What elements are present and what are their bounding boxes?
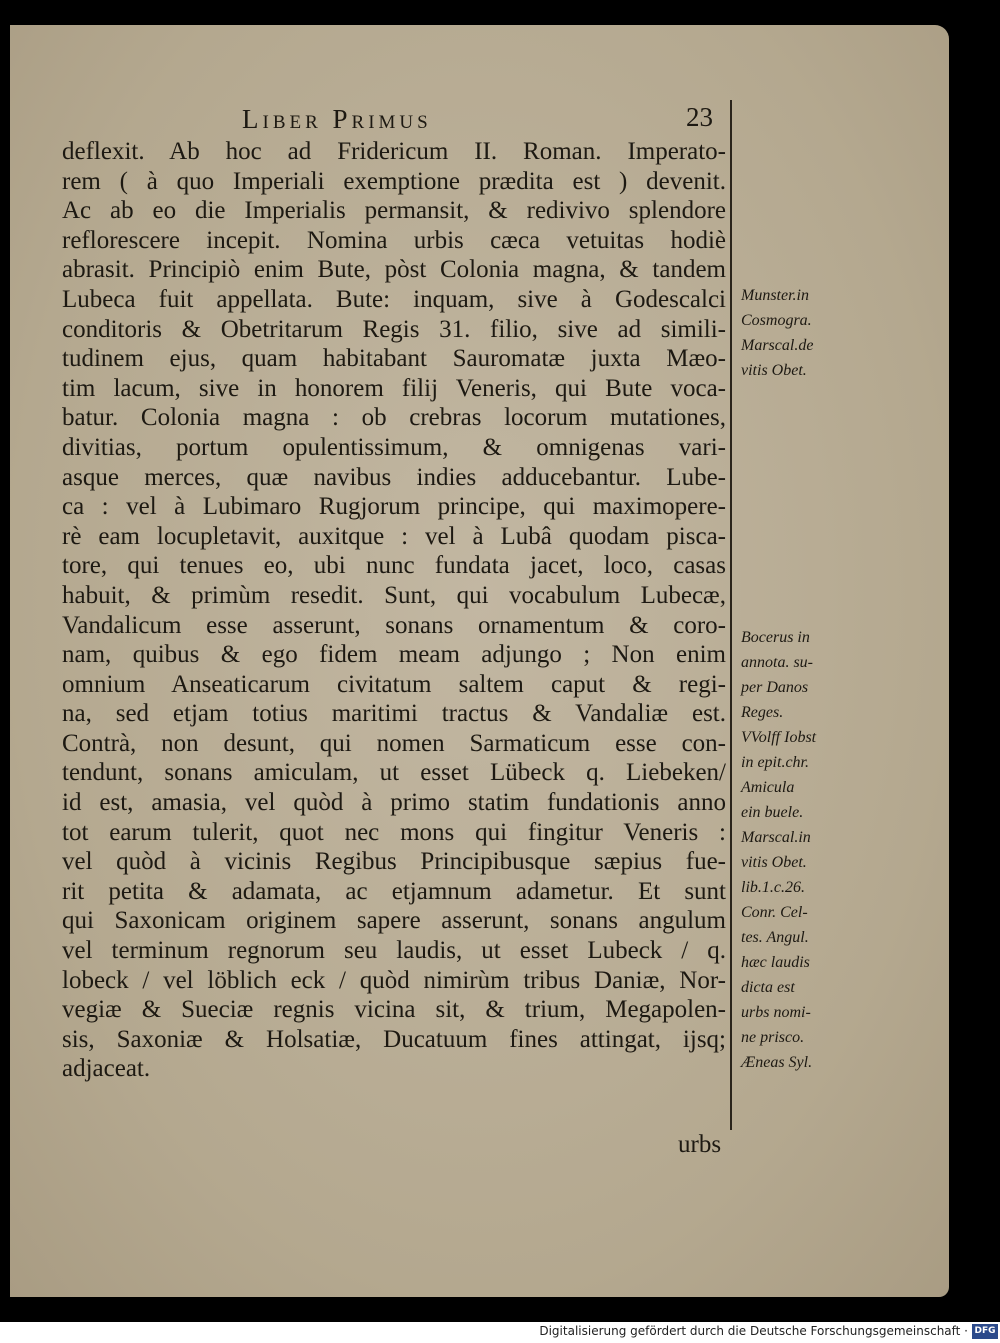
- text-line: tudinem ejus, quam habitabant Sauromatæ juxta Mæo-: [62, 345, 726, 373]
- text-line: abrasit. Principiò enim Bute, pòst Colonia magna, & tandem: [62, 256, 726, 284]
- text-line: omnium Anseaticarum civitatum saltem caput & regi-: [62, 670, 726, 698]
- marginal-note: hæc laudis: [741, 954, 810, 971]
- marginal-note: Bocerus in: [741, 629, 810, 646]
- marginal-note: per Danos: [741, 679, 809, 696]
- text-line: rem ( à quo Imperiali exemptione prædita est ) devenit.: [62, 167, 726, 195]
- marginal-notes-upper: [741, 283, 931, 383]
- marginal-note: annota. su-: [741, 654, 813, 671]
- text-line: vel quòd à vicinis Regibus Principibusque sæpius fue-: [62, 848, 726, 876]
- text-line: reflorescere incepit. Nomina urbis cæca vetuitas hodiè: [62, 226, 726, 254]
- text-line: batur. Colonia magna : ob crebras locorum mutationes,: [62, 404, 726, 432]
- marginal-note: Munster.in: [741, 287, 809, 304]
- marginal-note: Marscal.de: [741, 337, 814, 354]
- text-line: sis, Saxoniæ & Holsatiæ, Ducatuum fines attingat, ijsq;: [62, 1025, 726, 1053]
- margin-rule: [730, 100, 732, 1130]
- text-line: deflexit. Ab hoc ad Fridericum II. Roman. Imperato-: [62, 138, 726, 165]
- marginal-note: lib.1.c.26.: [741, 879, 805, 896]
- text-line: na, sed etjam totius maritimi tractus & Vandaliæ est.: [62, 700, 726, 728]
- text-line: rè eam locupletavit, auxitque : vel à Lubâ quodam pisca-: [62, 522, 726, 550]
- text-line: Contrà, non desunt, qui nomen Sarmaticum esse con-: [62, 729, 726, 757]
- text-line: divitias, portum opulentissimum, & omnigenas vari-: [62, 433, 726, 461]
- marginal-note: Amicula: [741, 779, 795, 796]
- text-line: tendunt, sonans amiculam, ut esset Lübeck q. Liebeken/: [62, 759, 726, 787]
- footer-bar: [0, 1322, 1000, 1343]
- marginal-note: ein buele.: [741, 804, 804, 821]
- text-line: tore, qui tenues eo, ubi nunc fundata jacet, loco, casas: [62, 552, 726, 580]
- running-title: Liber Primus: [242, 104, 432, 134]
- page-number: 23: [686, 102, 713, 132]
- text-line: Vandalicum esse asserunt, sonans ornamentum & coro-: [62, 611, 726, 639]
- text-line: vel terminum regnorum seu laudis, ut esset Lubeck / q.: [62, 937, 726, 965]
- text-line: tim lacum, sive in honorem filij Veneris, qui Bute voca-: [62, 374, 726, 402]
- text-line: tot earum tulerit, quot nec mons qui fingitur Veneris :: [62, 818, 726, 846]
- marginal-note: Conr. Cel-: [741, 904, 808, 921]
- funding-credit: Digitalisierung gefördert durch die Deutsche Forschungsgemeinschaft ·: [539, 1324, 968, 1338]
- text-line: habuit, & primùm resedit. Sunt, qui vocabulum Lubecæ,: [62, 581, 726, 609]
- marginal-note: Cosmogra.: [741, 312, 812, 329]
- catchword: urbs: [678, 1131, 722, 1158]
- marginal-note: tes. Angul.: [741, 929, 809, 946]
- main-text: [62, 137, 726, 1158]
- marginal-note: urbs nomi-: [741, 1004, 811, 1021]
- marginal-note: vitis Obet.: [741, 854, 807, 871]
- marginal-note: VVolff Iobst: [741, 729, 817, 746]
- marginal-notes-lower: [741, 625, 931, 1075]
- text-line: id est, amasia, vel quòd à primo statim fundationis anno: [62, 789, 726, 817]
- marginal-note: in epit.chr.: [741, 754, 809, 771]
- marginal-note: Æneas Syl.: [741, 1054, 813, 1071]
- marginal-note: Marscal.in: [741, 829, 811, 846]
- marginal-note: vitis Obet.: [741, 362, 807, 379]
- text-line: adjaceat.: [62, 1055, 151, 1083]
- marginal-note: Reges.: [741, 704, 784, 721]
- text-line: vegiæ & Sueciæ regnis vicina sit, & trium, Megapolen-: [62, 996, 726, 1024]
- text-line: ca : vel à Lubimaro Rugjorum principe, qui maximopere-: [62, 493, 726, 521]
- text-line: Lubeca fuit appellata. Bute: inquam, sive à Godescalci: [62, 285, 726, 313]
- text-line: Ac ab eo die Imperialis permansit, & redivivo splendore: [62, 197, 726, 225]
- marginal-note: ne prisco.: [741, 1029, 805, 1046]
- text-line: conditoris & Obetritarum Regis 31. filio, sive ad simili-: [62, 315, 726, 343]
- text-line: nam, quibus & ego fidem meam adjungo ; Non enim: [62, 641, 726, 669]
- marginal-note: dicta est: [741, 979, 795, 996]
- text-line: lobeck / vel löblich eck / quòd nimirùm tribus Daniæ, Nor-: [62, 966, 726, 994]
- text-line: qui Saxonicam originem sapere asserunt, sonans angulum: [62, 907, 726, 935]
- text-line: rit petita & adamata, ac etjamnum adametur. Et sunt: [62, 877, 726, 905]
- text-line: asque merces, quæ navibus indies adducebantur. Lube-: [62, 463, 726, 491]
- dfg-logo[interactable]: DFG: [972, 1324, 998, 1339]
